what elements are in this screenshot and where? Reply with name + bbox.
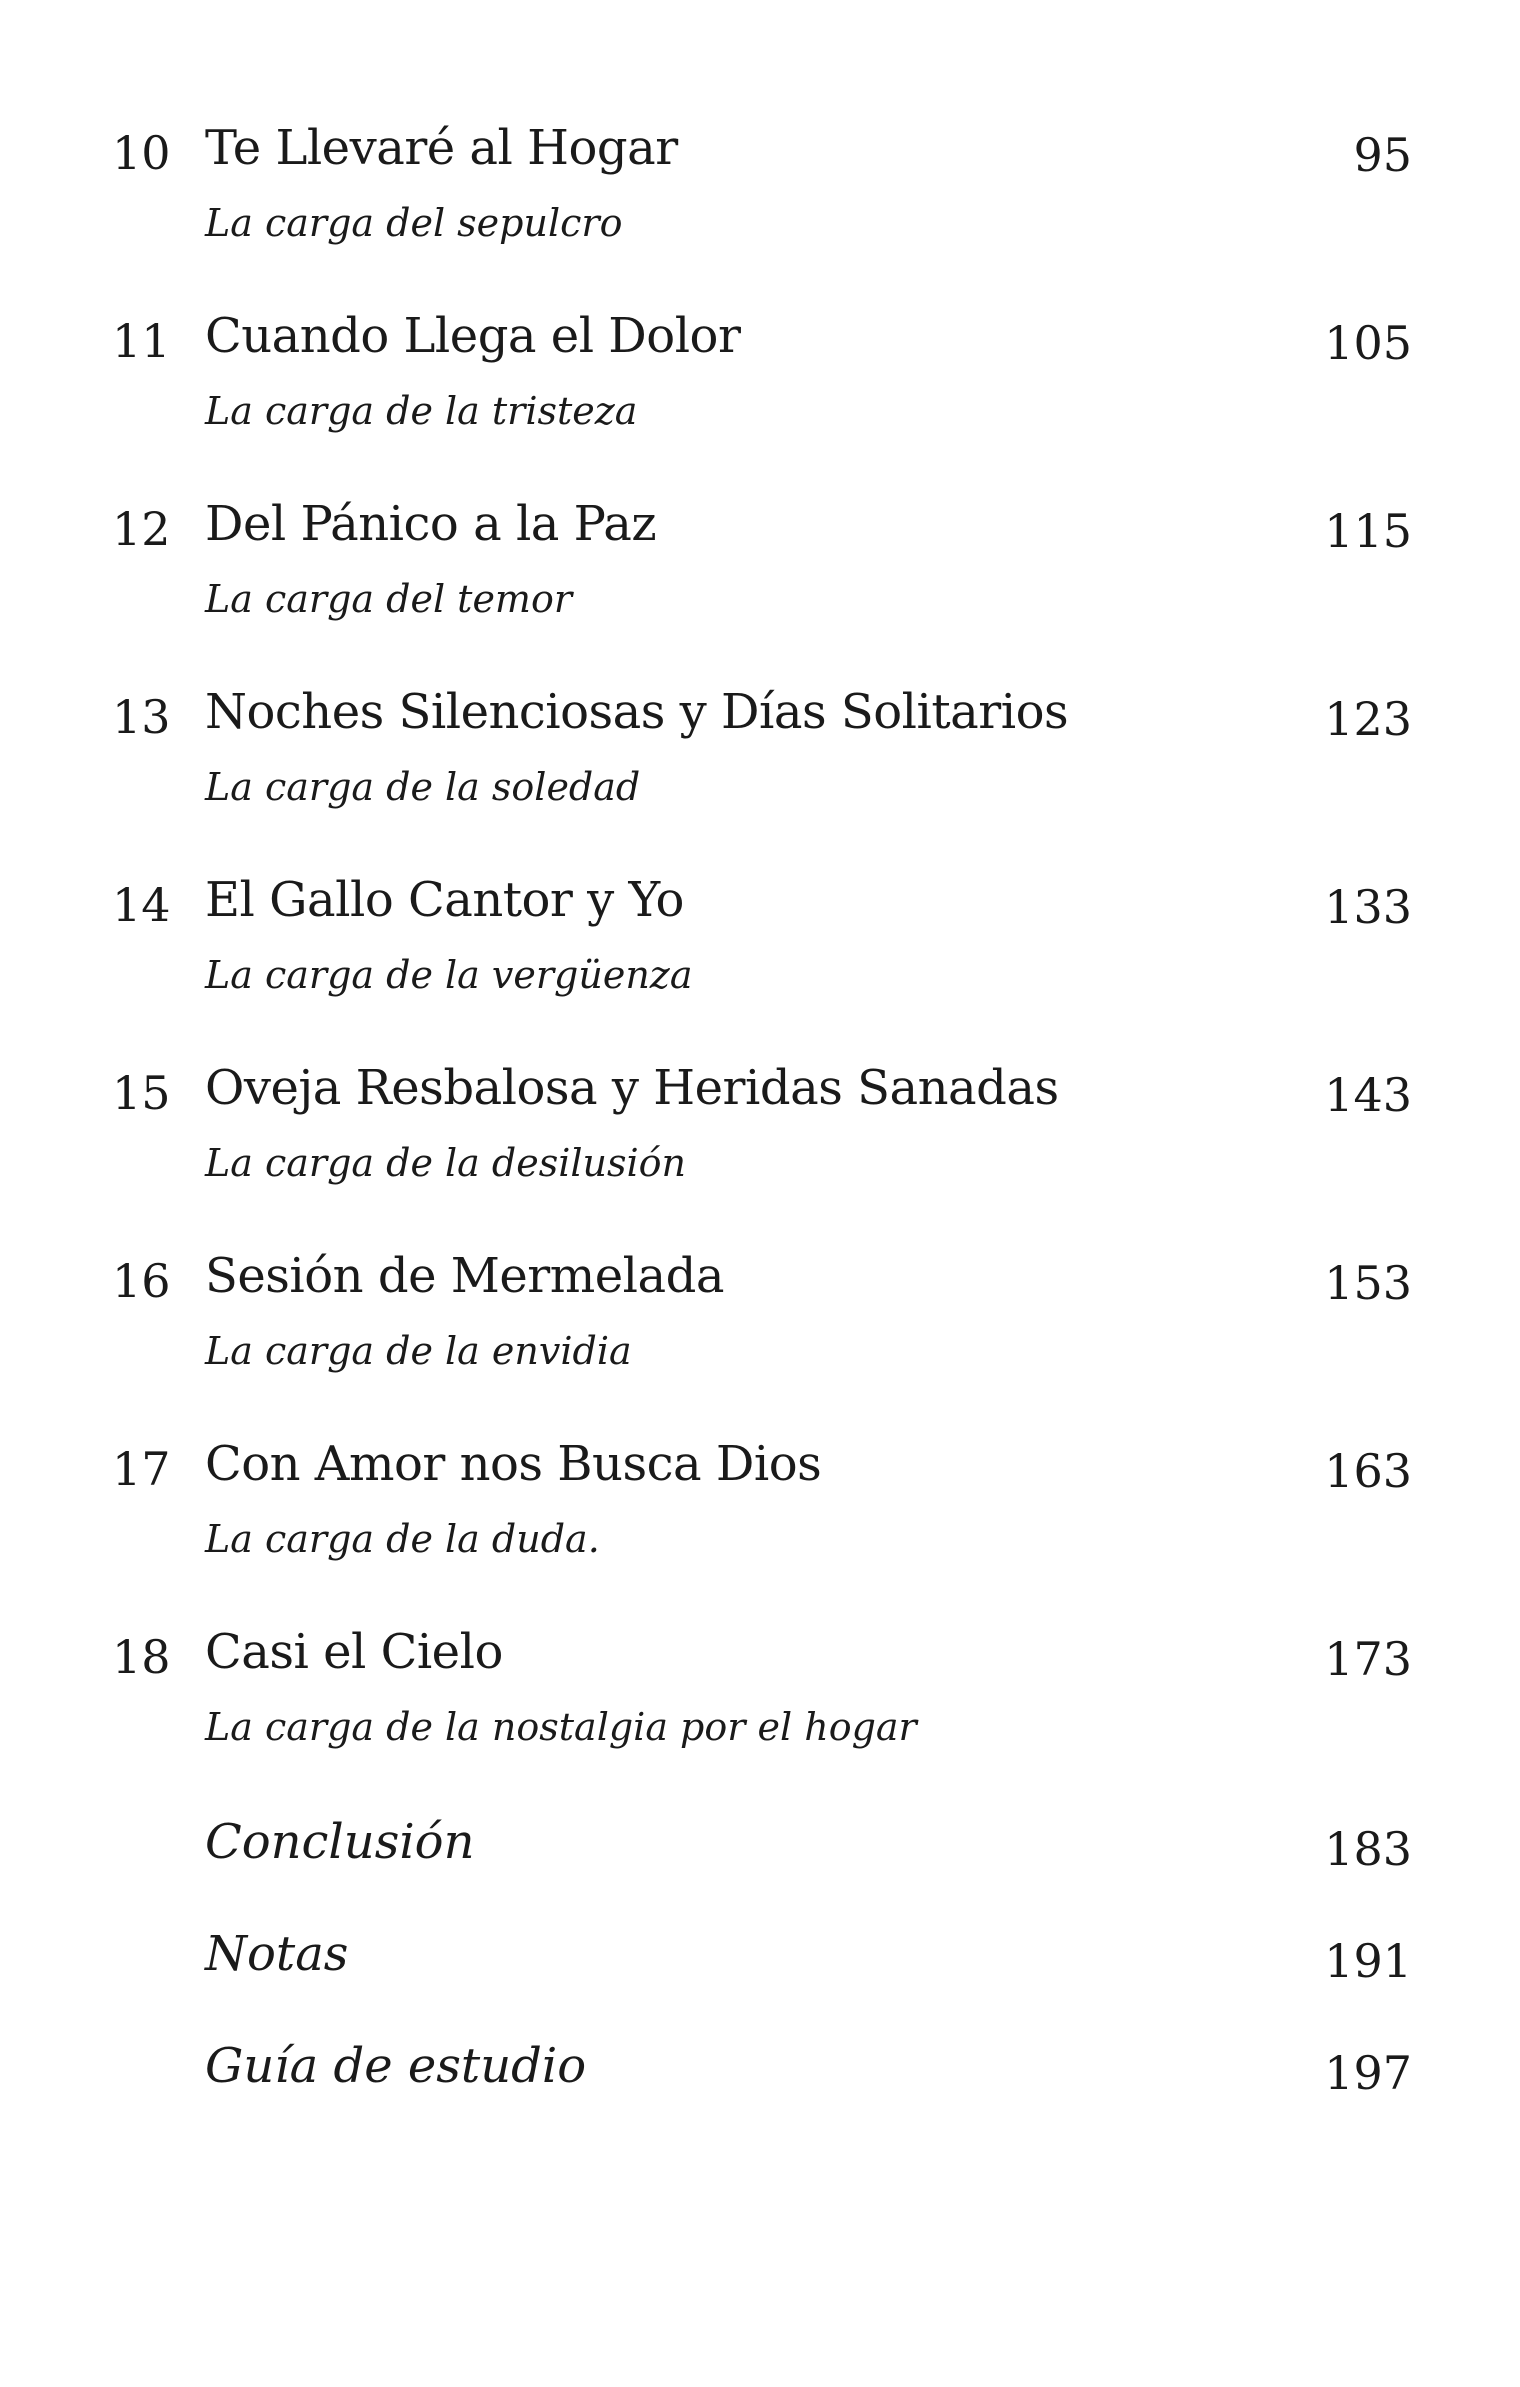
chapter-number: 11 [112,314,171,368]
chapter-number: 18 [112,1630,171,1684]
page-number: 143 [1324,1068,1412,1122]
chapter-subtitle: La carga de la tristeza [205,389,638,433]
page-number: 123 [1324,692,1412,746]
chapter-subtitle: La carga de la vergüenza [205,953,693,997]
chapter-number: 13 [112,690,171,744]
page-number: 115 [1324,504,1412,558]
page-number: 183 [1324,1822,1412,1876]
chapter-subtitle: La carga de la duda. [205,1517,600,1561]
page-number: 153 [1324,1256,1412,1310]
chapter-number: 10 [112,126,171,180]
chapter-number: 14 [112,878,171,932]
chapter-number: 16 [112,1254,171,1308]
chapter-number: 17 [112,1442,171,1496]
section-title: Conclusión [205,1814,475,1870]
chapter-title: Sesión de Mermelada [205,1248,724,1304]
chapter-title: Noches Silenciosas y Días Solitarios [205,684,1069,740]
chapter-subtitle: La carga de la nostalgia por el hogar [205,1705,917,1749]
chapter-number: 12 [112,502,171,556]
chapter-title: Te Llevaré al Hogar [205,120,678,176]
chapter-title: Oveja Resbalosa y Heridas Sanadas [205,1060,1059,1116]
chapter-number: 15 [112,1066,171,1120]
chapter-title: Casi el Cielo [205,1624,503,1680]
section-title: Guía de estudio [205,2038,587,2094]
page-number: 191 [1324,1934,1412,1988]
section-title: Notas [205,1926,349,1982]
chapter-title: Con Amor nos Busca Dios [205,1436,822,1492]
chapter-title: Del Pánico a la Paz [205,496,657,552]
page-number: 197 [1324,2046,1412,2100]
chapter-subtitle: La carga de la desilusión [205,1141,687,1185]
page-number: 105 [1324,316,1412,370]
chapter-title: El Gallo Cantor y Yo [205,872,684,928]
chapter-subtitle: La carga del sepulcro [205,201,623,245]
page-number: 163 [1324,1444,1412,1498]
chapter-subtitle: La carga de la soledad [205,765,641,809]
page-number: 95 [1353,128,1412,182]
page-number: 133 [1324,880,1412,934]
chapter-title: Cuando Llega el Dolor [205,308,741,364]
chapter-subtitle: La carga de la envidia [205,1329,632,1373]
page-number: 173 [1324,1632,1412,1686]
chapter-subtitle: La carga del temor [205,577,573,621]
